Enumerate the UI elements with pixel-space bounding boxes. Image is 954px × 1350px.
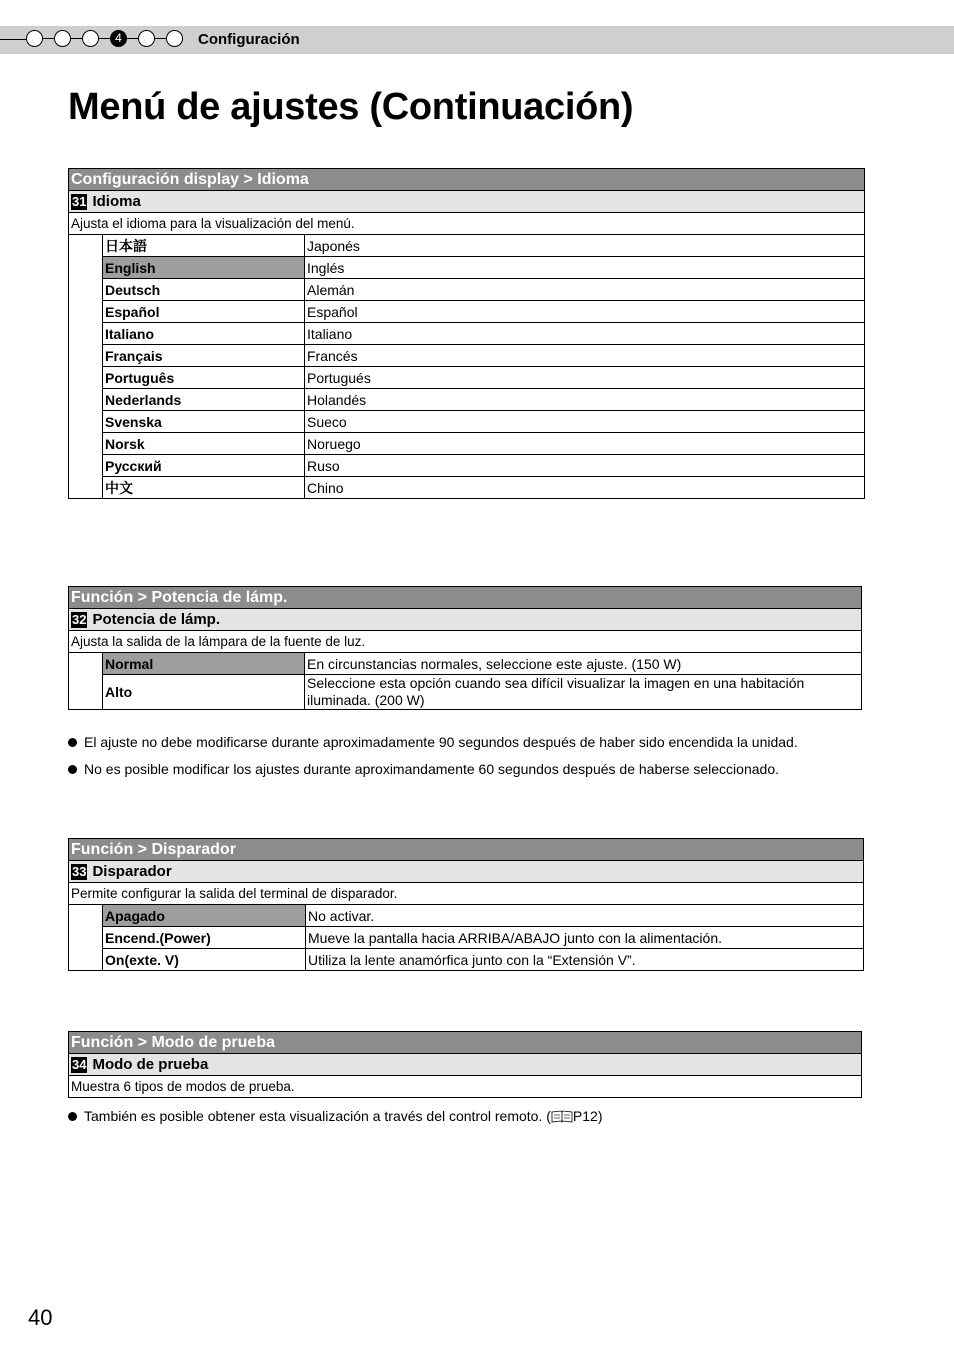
option-name: 中文: [103, 477, 305, 499]
option-name: Español: [103, 301, 305, 323]
option-name: Italiano: [103, 323, 305, 345]
option-name-selected: English: [103, 257, 305, 279]
table-header: Función > Disparador: [69, 839, 864, 861]
option-value: Holandés: [305, 389, 865, 411]
item-name: Potencia de lámp.: [92, 611, 221, 628]
item-description: Muestra 6 tipos de modos de prueba.: [69, 1076, 862, 1098]
option-name: Русский: [103, 455, 305, 477]
book-icon: [551, 1110, 573, 1123]
option-name: Encend.(Power): [103, 927, 306, 949]
option-value: Chino: [305, 477, 865, 499]
bullet-icon: [68, 738, 77, 747]
item-number: 32: [72, 612, 87, 627]
item-number: 31: [72, 194, 87, 209]
option-name: Français: [103, 345, 305, 367]
lamp-table: [68, 586, 862, 710]
option-value: Italiano: [305, 323, 865, 345]
trigger-table: [68, 838, 864, 971]
step-circle: [82, 30, 99, 47]
bullet-icon: [68, 765, 77, 774]
item-name: Modo de prueba: [92, 1056, 209, 1073]
note: [68, 761, 779, 777]
option-value: No activar.: [306, 905, 864, 927]
chapter-bar: [0, 26, 954, 54]
option-value: Mueve la pantalla hacia ARRIBA/ABAJO junto con la alimentación.: [306, 927, 864, 949]
step-circle: [26, 30, 43, 47]
option-value: Inglés: [305, 257, 865, 279]
table-header: Función > Modo de prueba: [69, 1032, 862, 1054]
item-title: [69, 191, 865, 213]
note: [68, 734, 798, 750]
option-name-selected: Apagado: [103, 905, 306, 927]
option-name-selected: Normal: [103, 653, 305, 675]
option-name: Deutsch: [103, 279, 305, 301]
note-text: También es posible obtener esta visualización a través del control remoto. (: [84, 1108, 551, 1124]
item-description: Ajusta la salida de la lámpara de la fuente de luz.: [69, 631, 862, 653]
step-circle-active: 4: [110, 30, 127, 47]
item-title: [69, 861, 864, 883]
page-number: 40: [28, 1305, 53, 1330]
option-value: Alemán: [305, 279, 865, 301]
option-name: Português: [103, 367, 305, 389]
step-circle: [138, 30, 155, 47]
item-number: 34: [72, 1057, 87, 1072]
note-text: El ajuste no debe modificarse durante aproximadamente 90 segundos después de haber sido encendida la unidad.: [84, 734, 798, 750]
table-header: Configuración display > Idioma: [69, 169, 865, 191]
option-name: Alto: [103, 675, 305, 710]
note-text: No es posible modificar los ajustes durante aproximandamente 60 segundos después de haberse seleccionado.: [84, 761, 779, 777]
item-title: [69, 1054, 862, 1076]
option-value: Seleccione esta opción cuando sea difícil visualizar la imagen en una habitación iluminada. (200 W): [305, 675, 862, 710]
section-label: Configuración: [198, 31, 300, 48]
item-number: 33: [72, 864, 87, 879]
item-description: Ajusta el idioma para la visualización del menú.: [69, 213, 865, 235]
option-name: Svenska: [103, 411, 305, 433]
option-value: Ruso: [305, 455, 865, 477]
option-value: Noruego: [305, 433, 865, 455]
item-title: [69, 609, 862, 631]
option-name: Norsk: [103, 433, 305, 455]
table-header: Función > Potencia de lámp.: [69, 587, 862, 609]
item-name: Idioma: [92, 193, 141, 210]
option-value: Japonés: [305, 235, 865, 257]
option-value: Sueco: [305, 411, 865, 433]
option-value: En circunstancias normales, seleccione este ajuste. (150 W): [305, 653, 862, 675]
idioma-table: [68, 168, 865, 499]
step-circle: [166, 30, 183, 47]
note: [68, 1108, 603, 1124]
option-name: On(exte. V): [103, 949, 306, 971]
chapter-steps: [26, 30, 183, 47]
item-description: Permite configurar la salida del terminal de disparador.: [69, 883, 864, 905]
option-value: Español: [305, 301, 865, 323]
page-title: Menú de ajustes (Continuación): [68, 86, 634, 128]
step-circle: [54, 30, 71, 47]
bullet-icon: [68, 1112, 77, 1121]
option-name: 日本語: [103, 235, 305, 257]
test-table: [68, 1031, 862, 1098]
option-name: Nederlands: [103, 389, 305, 411]
page-reference: P12): [572, 1108, 603, 1124]
item-name: Disparador: [92, 863, 172, 880]
option-value: Portugués: [305, 367, 865, 389]
option-value: Utiliza la lente anamórfica junto con la “Extensión V”.: [306, 949, 864, 971]
option-value: Francés: [305, 345, 865, 367]
